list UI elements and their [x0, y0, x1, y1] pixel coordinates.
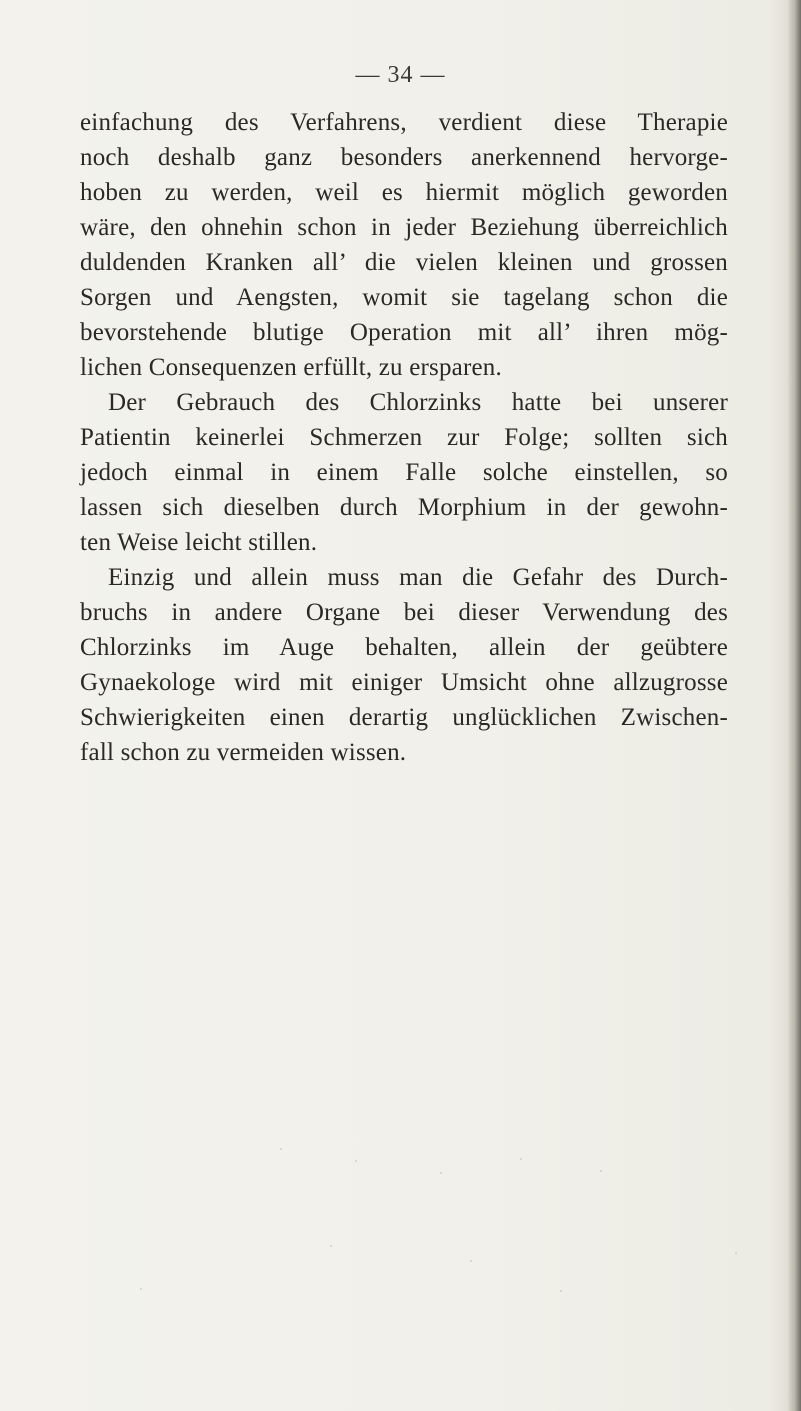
text-line: duldenden Kranken all’ die vielen kleinen und grossen — [80, 249, 728, 276]
paper-speck — [440, 1172, 442, 1174]
paper-speck — [470, 1260, 472, 1262]
body-text — [80, 105, 728, 770]
text-line: lichen Consequenzen erfüllt, zu ersparen. — [80, 354, 502, 381]
text-line: jedoch einmal in einem Falle solche einstellen, so — [80, 459, 728, 486]
page-edge-shadow — [787, 0, 801, 1411]
paper-speck — [560, 1290, 562, 1292]
text-line: hoben zu werden, weil es hiermit möglich geworden — [80, 179, 728, 206]
paper-speck — [140, 1288, 142, 1290]
page-number: — 34 — — [355, 62, 446, 88]
text-line: lassen sich dieselben durch Morphium in der gewohn- — [80, 494, 728, 521]
text-line: Gynaekologe wird mit einiger Umsicht ohne allzugrosse — [80, 669, 728, 696]
paper-speck — [520, 1158, 522, 1160]
text-line: wäre, den ohnehin schon in jeder Beziehung überreichlich — [80, 214, 728, 241]
text-line: Der Gebrauch des Chlorzinks hatte bei unserer — [108, 389, 728, 416]
text-line: bruchs in andere Organe bei dieser Verwendung des — [80, 599, 728, 626]
text-line: Sorgen und Aengsten, womit sie tagelang schon die — [80, 284, 728, 311]
text-line: Schwierigkeiten einen derartig unglücklichen Zwischen- — [80, 704, 728, 731]
paper-speck — [330, 1245, 332, 1247]
text-line: bevorstehende blutige Operation mit all’ ihren mög- — [80, 319, 728, 346]
text-line: ten Weise leicht stillen. — [80, 529, 318, 556]
paper-speck — [280, 1148, 282, 1150]
text-line: einfachung des Verfahrens, verdient diese Therapie — [80, 109, 728, 136]
paper-speck — [600, 1170, 602, 1172]
text-line: fall schon zu vermeiden wissen. — [80, 739, 407, 766]
paper-speck — [355, 1160, 357, 1162]
paper-speck — [735, 1252, 737, 1254]
text-line: Chlorzinks im Auge behalten, allein der geübtere — [80, 634, 728, 661]
text-line: Einzig und allein muss man die Gefahr des Durch- — [108, 564, 728, 591]
text-line: noch deshalb ganz besonders anerkennend hervorge- — [80, 144, 728, 171]
text-line: Patientin keinerlei Schmerzen zur Folge; sollten sich — [80, 424, 728, 451]
